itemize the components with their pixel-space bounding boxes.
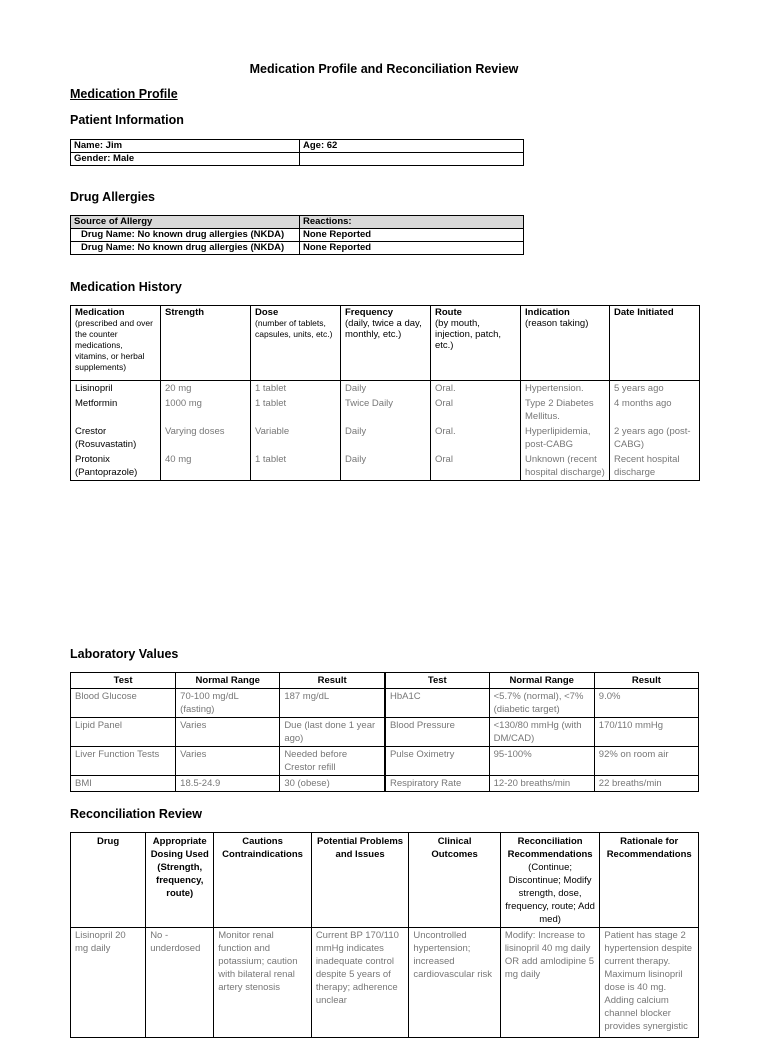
lab-test: Blood Glucose	[71, 689, 176, 718]
document-title: Medication Profile and Reconciliation Review	[249, 62, 519, 76]
rec-header-problems: Potential Problems and Issues	[311, 833, 409, 928]
history-date: 4 months ago	[610, 396, 700, 424]
lab-test: Respiratory Rate	[385, 776, 489, 792]
lab-header-range: Normal Range	[176, 673, 280, 689]
rec-header-cautions: Cautions Contraindications	[214, 833, 312, 928]
patient-age: Age: 62	[300, 140, 524, 153]
rec-header-outcomes: Clinical Outcomes	[409, 833, 500, 928]
table-row	[71, 381, 700, 397]
history-dose: 1 tablet	[251, 452, 341, 481]
table-row	[71, 928, 699, 1038]
history-header-medication: Medication (prescribed and over the counter medications, vitamins, or herbal supplements)	[71, 306, 161, 381]
section-patient-information: Patient Information	[70, 113, 184, 127]
lab-result: 30 (obese)	[280, 776, 385, 792]
lab-range: 12-20 breaths/min	[489, 776, 594, 792]
history-medication: Metformin	[71, 396, 161, 424]
lab-range: <130/80 mmHg (with DM/CAD)	[489, 718, 594, 747]
table-row	[71, 747, 699, 776]
rec-header-drug: Drug	[71, 833, 146, 928]
history-header-date: Date Initiated	[610, 306, 700, 381]
rec-rationale: Patient has stage 2 hypertension despite current therapy. Maximum lisinopril dose is 40 mg. Adding calcium channel blocker provides synergistic	[600, 928, 699, 1038]
section-reconciliation-review: Reconciliation Review	[70, 807, 202, 821]
history-header-frequency: Frequency (daily, twice a day, monthly, etc.)	[341, 306, 431, 381]
history-dose: Variable	[251, 424, 341, 452]
table-row	[71, 424, 700, 452]
history-medication: Protonix (Pantoprazole)	[71, 452, 161, 481]
history-route: Oral	[431, 396, 521, 424]
allergy-source: Drug Name: No known drug allergies (NKDA)	[71, 229, 300, 242]
history-indication: Unknown (recent hospital discharge)	[521, 452, 610, 481]
section-medication-history: Medication History	[70, 280, 182, 294]
lab-range: 18.5-24.9	[176, 776, 280, 792]
history-indication: Type 2 Diabetes Mellitus.	[521, 396, 610, 424]
allergy-reaction: None Reported	[300, 242, 524, 255]
section-laboratory-values: Laboratory Values	[70, 647, 179, 661]
history-route: Oral.	[431, 424, 521, 452]
lab-range: Varies	[176, 747, 280, 776]
lab-test: Liver Function Tests	[71, 747, 176, 776]
patient-empty-cell	[300, 153, 524, 166]
lab-header-range: Normal Range	[489, 673, 594, 689]
lab-result: 187 mg/dL	[280, 689, 385, 718]
lab-range: 95-100%	[489, 747, 594, 776]
rec-recommendations: Modify: Increase to lisinopril 40 mg daily OR add amlodipine 5 mg daily	[500, 928, 600, 1038]
history-strength: Varying doses	[161, 424, 251, 452]
history-header-route: Route (by mouth, injection, patch, etc.)	[431, 306, 521, 381]
history-route: Oral	[431, 452, 521, 481]
history-date: 2 years ago (post-CABG)	[610, 424, 700, 452]
lab-result: Due (last done 1 year ago)	[280, 718, 385, 747]
table-row	[71, 718, 699, 747]
allergy-reaction: None Reported	[300, 229, 524, 242]
lab-result: Needed before Crestor refill	[280, 747, 385, 776]
history-strength: 40 mg	[161, 452, 251, 481]
lab-test: Pulse Oximetry	[385, 747, 489, 776]
rec-header-dosing: Appropriate Dosing Used (Strength, frequency, route)	[146, 833, 214, 928]
allergy-source: Drug Name: No known drug allergies (NKDA)	[71, 242, 300, 255]
section-medication-profile: Medication Profile	[70, 87, 178, 101]
lab-header-result: Result	[280, 673, 385, 689]
lab-header-test: Test	[385, 673, 489, 689]
history-medication: Crestor (Rosuvastatin)	[71, 424, 161, 452]
lab-range: <5.7% (normal), <7% (diabetic target)	[489, 689, 594, 718]
history-header-strength: Strength	[161, 306, 251, 381]
history-medication: Lisinopril	[71, 381, 161, 397]
rec-header-recommendations: Reconciliation Recommendations (Continue; Discontinue; Modify strength, dose, frequency, route; Add med)	[500, 833, 600, 928]
history-strength: 1000 mg	[161, 396, 251, 424]
history-frequency: Daily	[341, 381, 431, 397]
reconciliation-table	[70, 832, 699, 1038]
lab-range: Varies	[176, 718, 280, 747]
history-indication: Hyperlipidemia, post-CABG	[521, 424, 610, 452]
lab-result: 22 breaths/min	[594, 776, 698, 792]
table-row	[71, 452, 700, 481]
lab-range: 70-100 mg/dL (fasting)	[176, 689, 280, 718]
history-frequency: Daily	[341, 452, 431, 481]
lab-header-result: Result	[594, 673, 698, 689]
allergy-header-source: Source of Allergy	[71, 216, 300, 229]
lab-test: BMI	[71, 776, 176, 792]
rec-outcomes: Uncontrolled hypertension; increased cardiovascular risk	[409, 928, 500, 1038]
lab-result: 170/110 mmHg	[594, 718, 698, 747]
history-route: Oral.	[431, 381, 521, 397]
patient-name: Name: Jim	[71, 140, 300, 153]
history-header-indication: Indication (reason taking)	[521, 306, 610, 381]
history-date: Recent hospital discharge	[610, 452, 700, 481]
history-date: 5 years ago	[610, 381, 700, 397]
patient-info-table	[70, 139, 524, 166]
lab-test: Lipid Panel	[71, 718, 176, 747]
table-row	[71, 776, 699, 792]
rec-drug: Lisinopril 20 mg daily	[71, 928, 146, 1038]
lab-test: Blood Pressure	[385, 718, 489, 747]
table-row	[71, 689, 699, 718]
lab-test: HbA1C	[385, 689, 489, 718]
medication-history-table	[70, 305, 700, 481]
rec-cautions: Monitor renal function and potassium; caution with bilateral renal artery stenosis	[214, 928, 312, 1038]
history-indication: Hypertension.	[521, 381, 610, 397]
rec-dosing: No - underdosed	[146, 928, 214, 1038]
rec-problems: Current BP 170/110 mmHg indicates inadequate control despite 5 years of therapy; adherence unclear	[311, 928, 409, 1038]
allergy-header-reactions: Reactions:	[300, 216, 524, 229]
history-header-dose: Dose (number of tablets, capsules, units, etc.)	[251, 306, 341, 381]
history-frequency: Daily	[341, 424, 431, 452]
history-frequency: Twice Daily	[341, 396, 431, 424]
rec-header-rationale: Rationale for Recommendations	[600, 833, 699, 928]
lab-result: 9.0%	[594, 689, 698, 718]
history-dose: 1 tablet	[251, 396, 341, 424]
history-strength: 20 mg	[161, 381, 251, 397]
table-row	[71, 396, 700, 424]
patient-gender: Gender: Male	[71, 153, 300, 166]
lab-result: 92% on room air	[594, 747, 698, 776]
laboratory-table	[70, 672, 699, 792]
allergy-table	[70, 215, 524, 255]
history-dose: 1 tablet	[251, 381, 341, 397]
lab-header-test: Test	[71, 673, 176, 689]
section-drug-allergies: Drug Allergies	[70, 190, 155, 204]
